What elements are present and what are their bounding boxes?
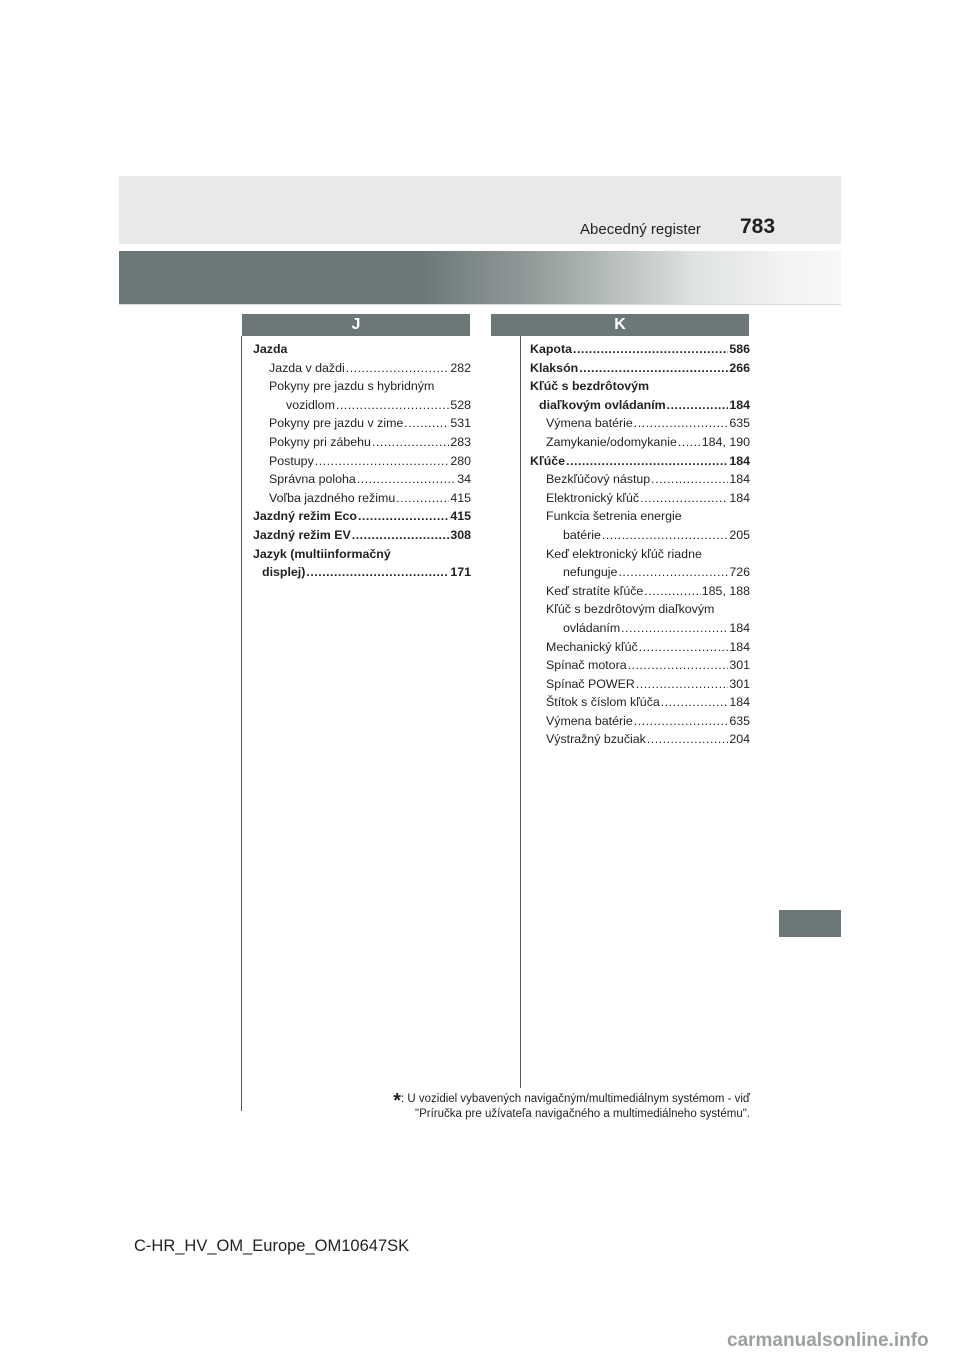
entry-label: Kľúče [530,453,566,468]
dot-leader [634,712,729,731]
entry-page-ref[interactable]: 184 [729,639,750,654]
footnote [300,1090,750,1121]
entry-label: Spínač POWER [546,676,635,691]
letter-heading-j: J [242,314,470,336]
letter-heading-k: K [491,314,749,336]
entry-page-ref[interactable]: 184 [729,472,750,487]
entry-page-ref[interactable]: 282 [450,360,471,375]
header-divider [119,304,841,305]
index-entry [530,452,750,471]
dot-leader [602,526,728,545]
entry-label: Elektronický kľúč [546,490,640,505]
entry-label: Výmena batérie [546,416,633,431]
column-rule-left [241,336,242,1111]
page-number: 783 [740,215,776,238]
entry-page-ref[interactable]: 301 [729,676,750,691]
dot-leader [579,359,728,378]
index-entry [530,414,750,433]
dot-leader [678,433,701,452]
index-heading: Jazda [253,342,288,356]
entry-label: ovládaním [563,620,621,635]
dot-leader [336,396,449,415]
header-bar [119,176,841,244]
index-heading: Kľúč s bezdrôtovým diaľkovým [546,602,715,617]
entry-page-ref[interactable]: 184 [729,490,750,505]
index-column-k [530,340,750,749]
index-entry [253,470,471,489]
entry-page-ref[interactable]: 34 [457,472,471,487]
entry-page-ref[interactable]: 308 [450,527,471,542]
entry-page-ref[interactable]: 635 [729,713,750,728]
entry-label: Jazdný režim Eco [253,509,357,524]
index-entry [530,470,750,489]
index-heading: Kľúč s bezdrôtovým [530,379,650,394]
index-entry [530,582,750,601]
entry-label: Bezkľúčový nástup [546,472,651,487]
dot-leader [357,470,456,489]
dot-leader [651,470,728,489]
dot-leader [647,730,728,749]
entry-label: Jazda v daždi [269,360,345,375]
dot-leader [636,675,728,694]
entry-label: nefunguje [563,565,618,580]
entry-page-ref[interactable]: 635 [729,416,750,431]
index-entry [530,340,750,359]
entry-page-ref[interactable]: 184 [729,620,750,635]
index-entry [253,396,471,415]
index-entry [530,693,750,712]
index-entry [530,396,750,415]
dot-leader [640,489,728,508]
dot-leader [628,656,729,675]
entry-label: vozidlom [286,397,335,412]
entry-label: Výmena batérie [546,713,633,728]
index-entry [253,507,471,526]
entry-label: Zamykanie/odomykanie [546,434,677,449]
dot-leader [346,359,450,378]
index-entry [253,359,471,378]
entry-page-ref[interactable]: 586 [729,342,750,356]
entry-label: Keď stratíte kľúče [546,583,644,598]
column-rule-middle [520,336,521,1088]
dot-leader [315,452,450,471]
entry-label: batérie [563,527,601,542]
dot-leader [661,693,729,712]
entry-label: displej) [262,565,306,580]
index-entry [530,359,750,378]
index-entry [530,526,750,545]
index-entry [530,730,750,749]
index-entry [530,619,750,638]
index-heading: Keď elektronický kľúč riadne [546,546,702,561]
index-entry [253,433,471,452]
index-entry [253,563,471,582]
entry-page-ref[interactable]: 204 [729,732,750,747]
section-title: Abecedný register [580,221,701,238]
dot-leader [372,433,449,452]
dot-leader [404,414,449,433]
watermark: carmanualsonline.info [727,1330,929,1351]
dot-leader [306,563,449,582]
index-entry [530,712,750,731]
entry-page-ref[interactable]: 528 [450,397,471,412]
entry-page-ref[interactable]: 301 [729,658,750,673]
dot-leader [352,526,450,545]
dot-leader [621,619,728,638]
index-heading: Funkcia šetrenia energie [546,509,682,524]
dot-leader [396,489,449,508]
dot-leader [573,340,728,359]
entry-page-ref[interactable]: 184 [729,695,750,710]
dot-leader [634,414,729,433]
footnote-marker: * [393,1090,401,1112]
entry-label: Postupy [269,453,314,468]
chapter-thumb-tab [779,910,841,937]
dot-leader [566,452,728,471]
index-entry [530,489,750,508]
footnote-line-1: : U vozidiel vybavených navigačným/multimediálnym systémom - viď [401,1093,750,1105]
dot-leader [358,507,449,526]
entry-page-ref[interactable]: 280 [450,453,471,468]
index-entry [530,638,750,657]
document-code: C-HR_HV_OM_Europe_OM10647SK [134,1237,410,1255]
header-gradient-band [119,251,841,304]
dot-leader [639,638,729,657]
index-entry [253,489,471,508]
entry-label: Voľba jazdného režimu [269,490,396,505]
entry-label: Správna poloha [269,472,356,487]
entry-label: Štítok s číslom kľúča [546,695,660,710]
entry-page-ref[interactable]: 185, 188 [701,583,750,598]
entry-label: Klaksón [530,360,579,375]
entry-page-ref[interactable]: 205 [729,527,750,542]
index-entry [530,675,750,694]
index-entry [530,433,750,452]
entry-label: Pokyny pri zábehu [269,434,371,449]
entry-label: Jazdný režim EV [253,527,351,542]
entry-page-ref[interactable]: 184, 190 [701,434,750,449]
footnote-line-2: "Príručka pre užívateľa navigačného a multimediálneho systému". [415,1108,750,1120]
index-entry [253,526,471,545]
index-entry [530,656,750,675]
entry-label: Mechanický kľúč [546,639,638,654]
entry-label: Kapota [530,342,572,356]
entry-label: diaľkovým ovládaním [539,397,666,412]
entry-page-ref[interactable]: 283 [450,434,471,449]
entry-page-ref[interactable]: 415 [450,509,471,524]
index-entry [253,452,471,471]
dot-leader [618,563,728,582]
index-entry [530,563,750,582]
index-heading: Jazyk (multiinformačný [253,546,391,561]
entry-label: Pokyny pre jazdu v zime [269,416,404,431]
entry-page-ref[interactable]: 531 [450,416,471,431]
entry-page-ref[interactable]: 184 [729,453,750,468]
dot-leader [644,582,700,601]
entry-label: Spínač motora [546,658,627,673]
entry-page-ref[interactable]: 184 [729,397,750,412]
index-entry [253,414,471,433]
entry-page-ref[interactable]: 415 [450,490,471,505]
entry-page-ref[interactable]: 726 [729,565,750,580]
entry-label: Výstražný bzučiak [546,732,646,747]
entry-page-ref[interactable]: 171 [450,565,471,580]
dot-leader [667,396,729,415]
entry-page-ref[interactable]: 266 [729,360,750,375]
index-column-j [253,340,471,582]
index-heading: Pokyny pre jazdu s hybridným [269,379,435,394]
